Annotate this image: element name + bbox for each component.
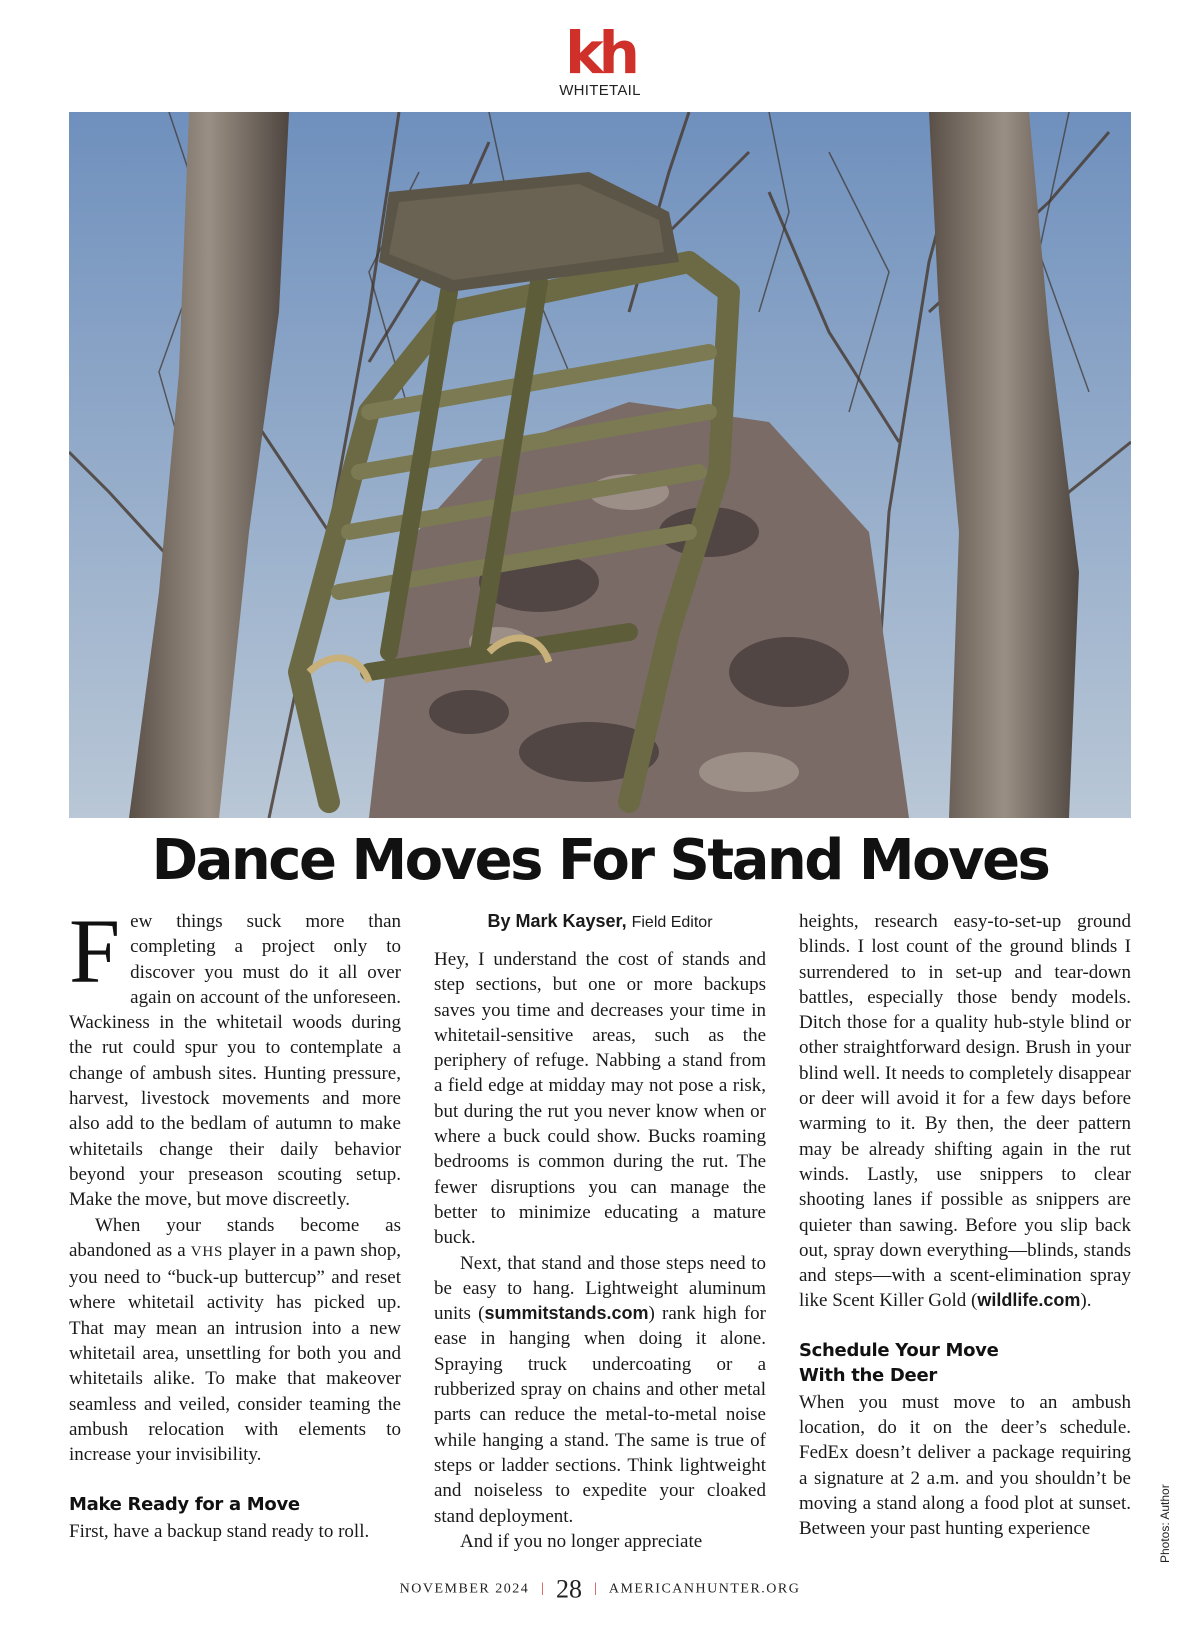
- issue-date: NOVEMBER 2024: [399, 1581, 530, 1597]
- byline: [434, 909, 766, 935]
- paragraph: [799, 909, 1131, 1314]
- paragraph: [69, 1213, 401, 1468]
- subhead: [799, 1338, 1131, 1388]
- url-link[interactable]: summitstands.com: [484, 1303, 649, 1324]
- paragraph-text: heights, research easy-to-set-up ground blinds. I lost count of the ground blinds I surrendered to in set-up and tear-down battles, especially those bendy models. Ditch those for a quality hub-style blind or other straightforward design. Brush in your blind well. It needs to completely disappear or deer will avoid it for a few days before warming to it. By then, the deer pattern may be already shifting again in the rut winds. Lastly, use snippers to clear shooting lanes if possible as snippers are quieter than sawing. Before you slip back out, spray down everything—blinds, stands and steps—with a scent-elimination spray like Scent Killer Gold (: [799, 911, 1131, 1312]
- kh-logo: kh: [565, 19, 635, 87]
- magazine-logo: [0, 19, 1200, 99]
- footer-separator: |: [541, 1581, 545, 1597]
- paragraph-text: ew things suck more than completing a project only to discover you must do it all over again on account of the unforeseen. Wackiness in the whitetail woods during the rut could spur you to contemplate a change of ambush sites. Hunting pressure, harvest, livestock movements and more also add to the bedlam of autumn to make whitetails change their daily behavior beyond your preseason scouting setup. Make the move, but move discreetly.: [69, 911, 401, 1211]
- tree-stand-photo: [69, 112, 1131, 818]
- page-number: 28: [556, 1574, 583, 1604]
- article-column-1: [69, 900, 402, 1544]
- paragraph: Hey, I understand the cost of stands and step sections, but one or more backups saves you time and decreases your time in whitetail-sensitive areas, such as the periphery of refuge. Nabbing a stand from a field edge at midday may not pose a risk, but during the rut you never know when or where a buck could show. Bucks roaming bedrooms is common during the rut. The fewer disruptions you can manage the better to minimize educating a mature buck.: [434, 949, 766, 1249]
- paragraph: First, have a backup stand ready to roll.: [69, 1520, 370, 1542]
- page-footer: [0, 1574, 1200, 1604]
- article-title: Dance Moves For Stand Moves: [151, 828, 1049, 893]
- article-column-3: [799, 909, 1131, 1542]
- paragraph-text: player in a pawn shop, you need to “buck-up buttercup” and reset where whitetail activity has picked up. That may mean an intrusion into a new whitetail area, unsettling for both you and whitetails alike. To make that makeover seamless and veiled, consider teaming the ambush relocation with elements to increase your invisibility.: [69, 1239, 402, 1466]
- paragraph-text: When your stands become as abandoned as a: [69, 1214, 401, 1261]
- url-link[interactable]: wildlife.com: [977, 1290, 1081, 1311]
- paragraph-text: ).: [1080, 1290, 1092, 1312]
- byline-author: By Mark Kayser,: [487, 911, 627, 931]
- subhead: Make Ready for a Move: [69, 1493, 300, 1515]
- website: AMERICANHUNTER.ORG: [608, 1581, 801, 1597]
- paragraph: [69, 900, 401, 1213]
- paragraph-text: ) rank high for ease in hanging when doing it alone. Spraying truck undercoating or a rubberized spray on chains and other metal parts can reduce the metal-to-metal noise while hanging a stand. The same is true of steps or ladder sections. Think lightweight and noiseless to expedite your cloaked stand deployment.: [434, 1303, 767, 1527]
- photo-credit: Photos: Author: [1158, 1484, 1172, 1563]
- paragraph-text: Next, that stand and those steps need to be easy to hang. Lightweight aluminum units (: [434, 1252, 766, 1325]
- paragraph: And if you no longer appreciate: [460, 1530, 703, 1552]
- photo-illustration: [69, 112, 1131, 818]
- subhead-line-2: With the Deer: [799, 1364, 937, 1386]
- paragraph: [434, 1251, 766, 1529]
- drop-cap: F: [69, 900, 121, 1002]
- section-label: WHITETAIL: [559, 82, 641, 99]
- small-caps-text: VHS: [190, 1243, 224, 1260]
- paragraph: When you must move to an ambush location, do it on the deer’s schedule. FedEx doesn’t deliver a package requiring a signature at 2 a.m. and you shouldn’t be moving a stand along a food plot at sunset. Between your past hunting experience: [799, 1391, 1131, 1540]
- subhead-line-1: Schedule Your Move: [799, 1339, 999, 1361]
- article-column-2: [434, 909, 766, 1554]
- byline-role: Field Editor: [631, 914, 713, 931]
- footer-separator: |: [594, 1581, 597, 1597]
